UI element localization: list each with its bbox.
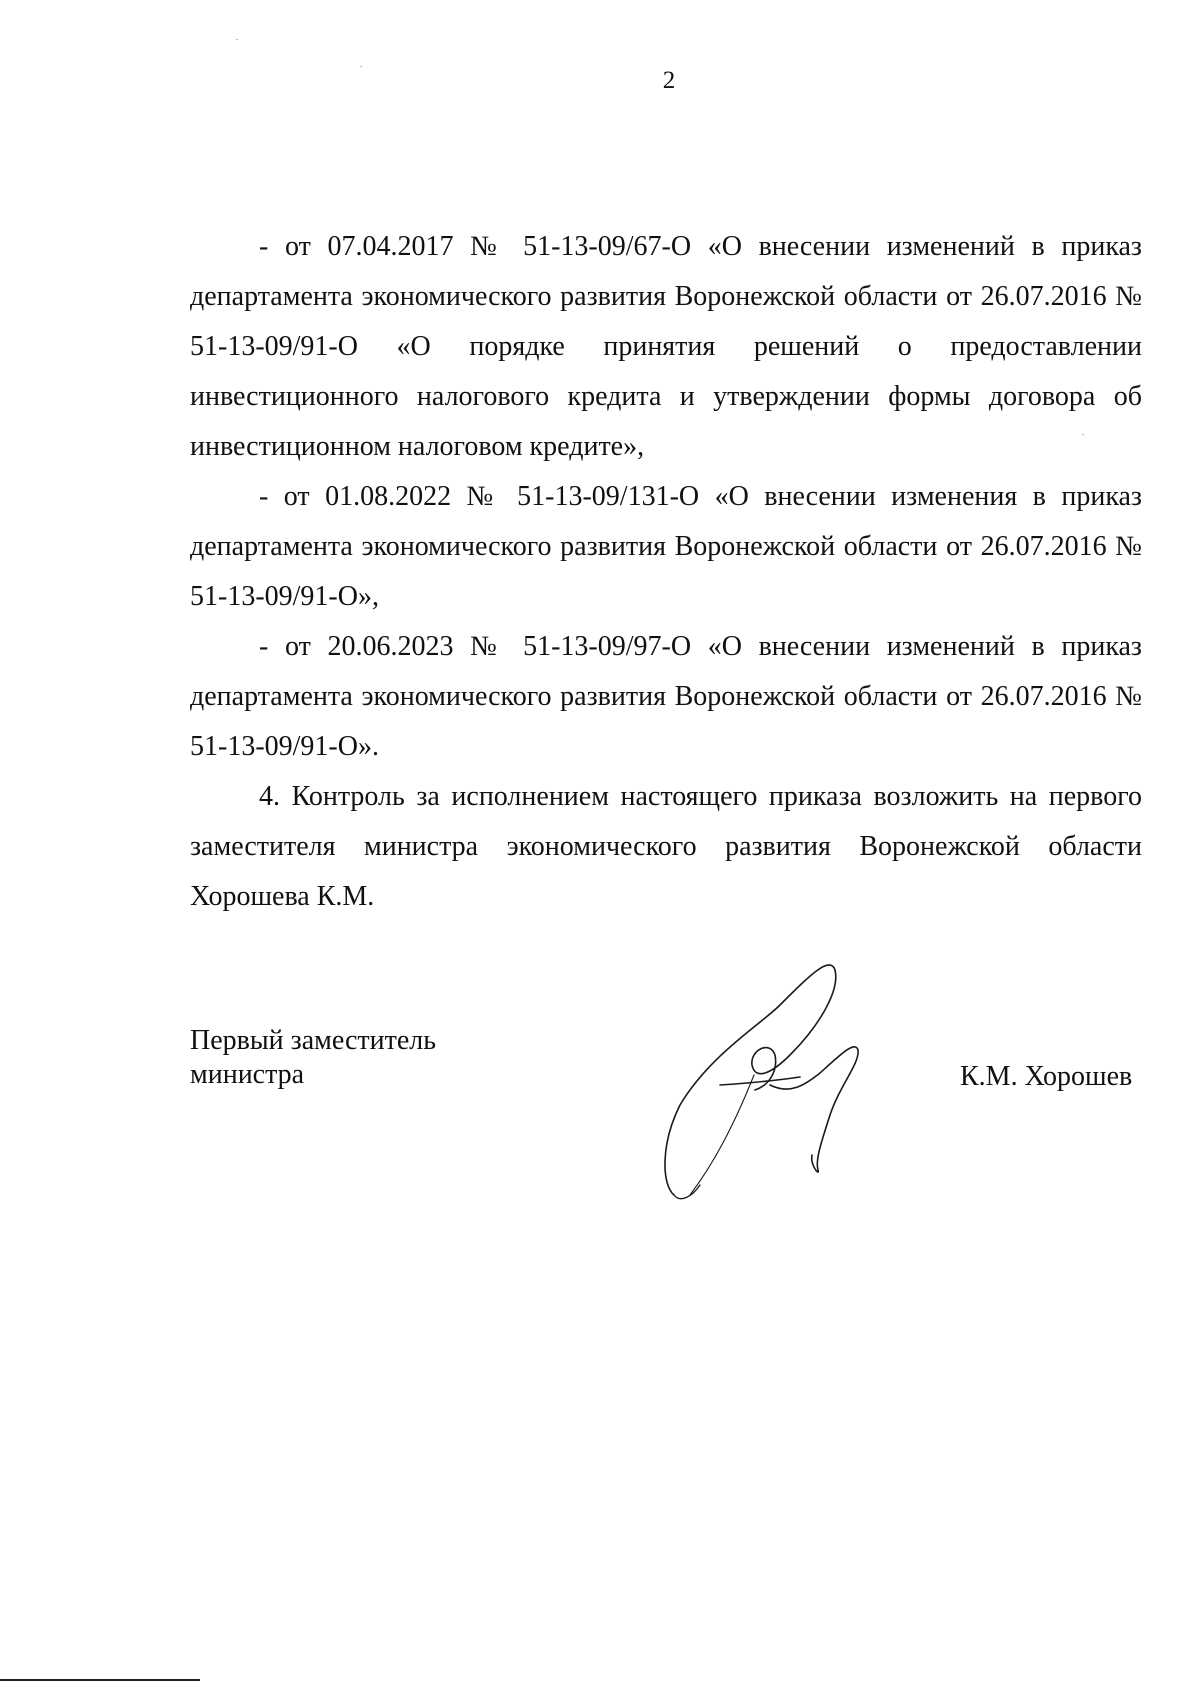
scan-speck	[360, 66, 362, 67]
signatory-title-line2: министра	[190, 1059, 305, 1090]
paragraph-amendment-2022: - от 01.08.2022 № 51-13-09/131-О «О внесении изменения в приказ департамента экономического развития Воронежской области от 26.07.2016 № 51-13-09/91-О»,	[190, 481, 1142, 612]
scan-edge-line	[0, 1679, 200, 1681]
handwritten-signature	[660, 945, 920, 1205]
paragraph-control-clause: 4. Контроль за исполнением настоящего приказа возложить на первого заместителя министра экономического развития Воронежской области Хорошева К.М.	[190, 781, 1142, 912]
document-body	[190, 222, 1142, 922]
signatory-title	[190, 1024, 436, 1092]
scan-speck	[236, 39, 238, 40]
scan-speck	[1082, 434, 1084, 435]
paragraph-amendment-2023: - от 20.06.2023 № 51-13-09/97-О «О внесении изменений в приказ департамента экономического развития Воронежской области от 26.07.2016 № 51-13-09/91-О».	[190, 631, 1142, 762]
signatory-title-line1: Первый заместитель	[190, 1025, 437, 1056]
page-number: 2	[662, 67, 676, 94]
signatory-name: К.М. Хорошев	[960, 1061, 1133, 1092]
paragraph-amendment-2017: - от 07.04.2017 № 51-13-09/67-О «О внесении изменений в приказ департамента экономического развития Воронежской области от 26.07.2016 № 51-13-09/91-О «О порядке принятия решений о предоставлении инвестиционного налогового кредита и утверждении формы договора об инвестиционном налоговом кредите»,	[190, 231, 1142, 462]
